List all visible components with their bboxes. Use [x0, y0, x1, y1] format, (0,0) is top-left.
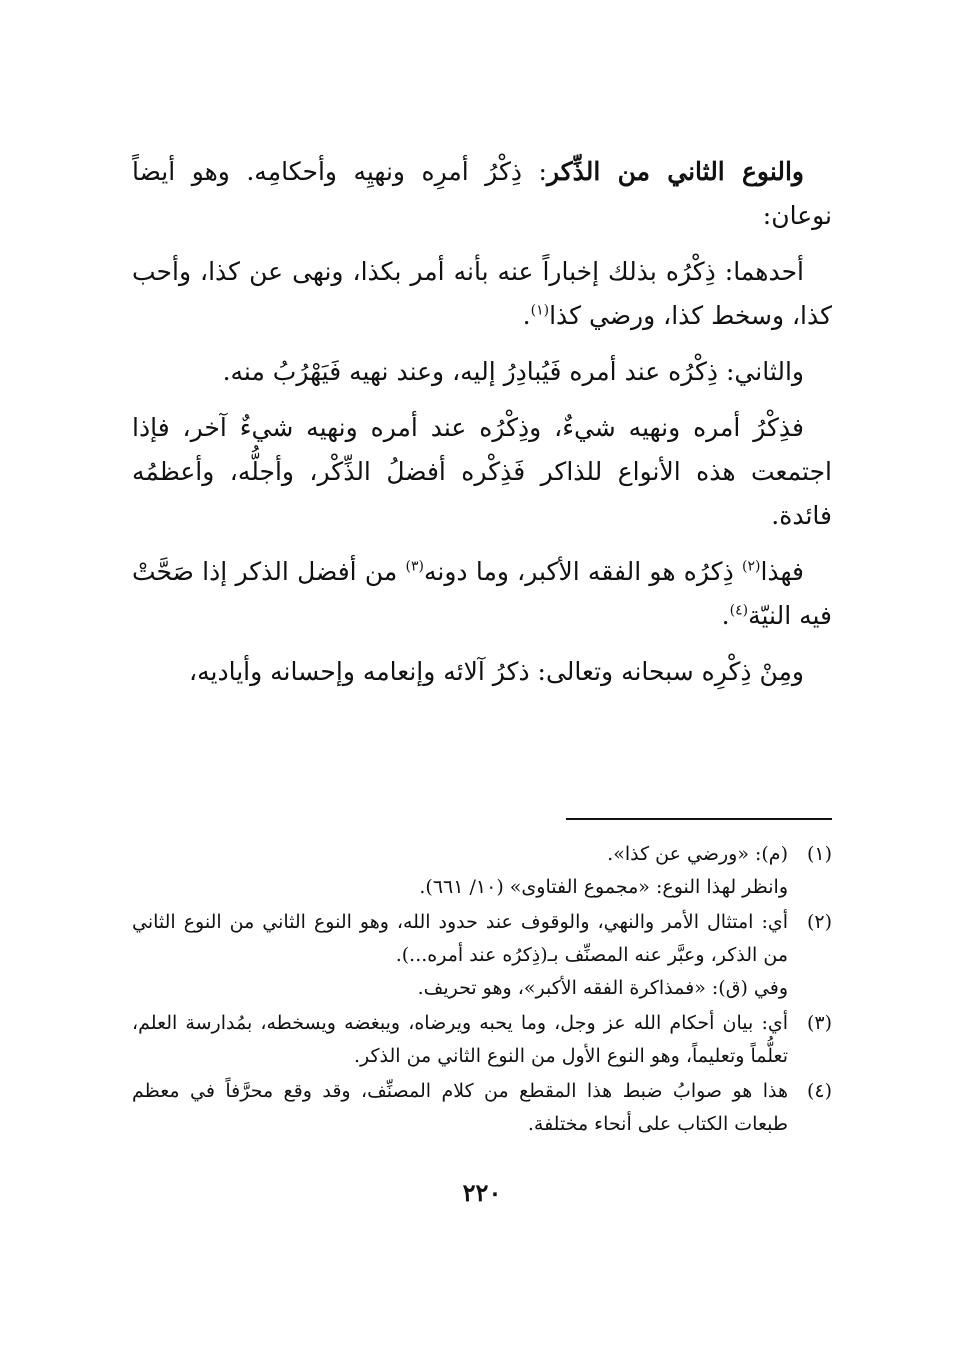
paragraph-4-text: فذِكْرُ أمره ونهيه شيءٌ، وذِكْرُه عند أمره ونهيه شيءٌ آخر، فإذا اجتمعت هذه الأنواع للذاكر فَذِكْره أفضلُ الذِّكْر، وأجلُّه، وأعظمُه فائدة.	[132, 413, 832, 530]
paragraph-1	[132, 150, 832, 238]
paragraph-6-text: ومِنْ ذِكْرِه سبحانه وتعالى: ذكرُ آلائه وإنعامه وإحسانه وأياديه،	[189, 657, 804, 686]
footnote-number: (١)	[806, 843, 832, 865]
paragraph-3	[132, 350, 832, 394]
footnote-ref-1[interactable]: (١)	[530, 302, 550, 319]
main-text	[132, 150, 832, 706]
footnote-text	[132, 838, 788, 904]
paragraph-5-end: .	[721, 601, 730, 630]
footnote-line: هذا هو صوابُ ضبط هذا المقطع من كلام المصنِّف، وقد وقع محرَّفاً في معظم طبعات الكتاب على أنحاء مختلفة.	[132, 1080, 788, 1135]
section-heading-run: والنوع الثاني من الذِّكر	[546, 157, 805, 186]
footnote-ref-2[interactable]: (٢)	[741, 558, 761, 575]
footnote-ref-3[interactable]: (٣)	[405, 558, 424, 575]
footnote-4	[132, 1075, 832, 1141]
footnote-3	[132, 1007, 832, 1073]
footnote-line: وانظر لهذا النوع: «مجموع الفتاوى» (١٠/ ٦٦١).	[419, 876, 788, 898]
footnote-1	[132, 838, 832, 904]
paragraph-5-text-c: من أفضل الذكر إذا صَحَّتْ فيه النيّة	[132, 557, 832, 630]
paragraph-5-text-b: ذِكرُه هو الفقه الأكبر، وما دونه	[424, 557, 742, 586]
paragraph-2-text: أحدهما: ذِكْرُه بذلك إخباراً عنه بأنه أمر بكذا، ونهى عن كذا، وأحب كذا، وسخط كذا، ورضي كذا	[132, 257, 832, 330]
footnote-text	[132, 1007, 788, 1073]
paragraph-4	[132, 406, 832, 538]
page-number: ٢٢٠	[462, 1178, 502, 1207]
paragraph-5-text-a: فهذا	[760, 557, 804, 586]
footnote-number: (٢)	[806, 911, 832, 933]
footnote-number: (٤)	[806, 1080, 832, 1102]
paragraph-6	[132, 650, 832, 694]
footnote-number: (٣)	[806, 1012, 832, 1034]
footnote-2	[132, 906, 832, 1005]
paragraph-3-text: والثاني: ذِكْرُه عند أمره فَيُبادِرُ إليه، وعند نهيه فَيَهْرُبُ منه.	[222, 357, 804, 386]
footnote-line: (م): «ورضي عن كذا».	[607, 843, 788, 865]
footnote-ref-4[interactable]: (٤)	[729, 602, 749, 619]
paragraph-1-text: : ذِكْرُ أمرِه ونهيِه وأحكامِه. وهو أيضاً نوعان:	[132, 157, 832, 230]
paragraph-5	[132, 550, 832, 638]
footnote-line: أي: امتثال الأمر والنهي، والوقوف عند حدود الله، وهو النوع الثاني من النوع الثاني من الذكر، وعبَّر عنه المصنِّف بـ(ذِكرُه عند أمره...).	[132, 911, 788, 966]
footnote-line: أي: بيان أحكام الله عز وجل، وما يحبه ويرضاه، ويبغضه ويسخطه، بمُدارسة العلم، تعلُّماً وتعليماً، وهو النوع الأول من النوع الثاني من الذكر.	[132, 1012, 788, 1067]
paragraph-2-end: .	[522, 301, 531, 330]
footnote-line: وفي (ق): «فمذاكرة الفقه الأكبر»، وهو تحريف.	[417, 977, 788, 999]
footnote-text	[132, 1075, 788, 1141]
footnotes	[132, 838, 832, 1143]
paragraph-2	[132, 250, 832, 338]
footnote-text	[132, 906, 788, 1005]
footnote-separator	[566, 818, 832, 820]
